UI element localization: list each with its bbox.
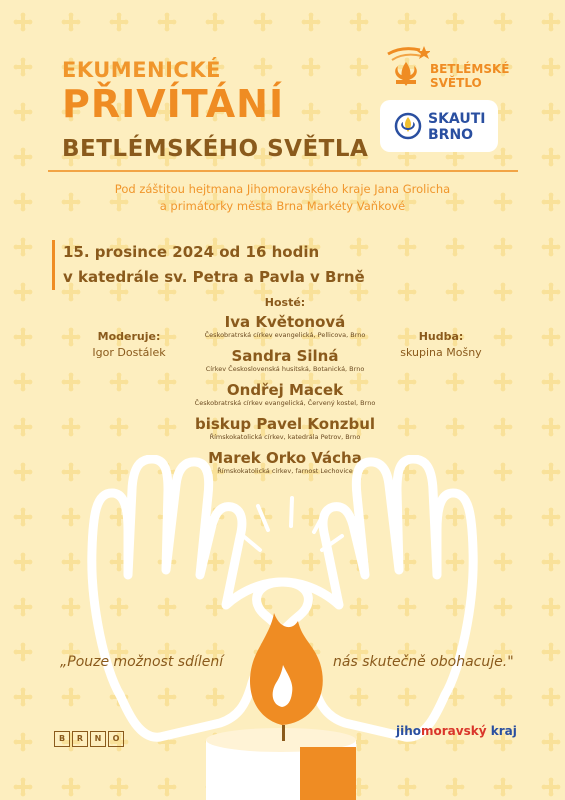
- patronage-line-2: a primátorky města Brna Markéty Vaňkové: [159, 199, 406, 213]
- region-logo-part-1: jiho: [396, 724, 422, 738]
- title-line-3: BETLÉMSKÉHO SVĚTLA: [62, 136, 369, 162]
- guest-name: Ondřej Macek: [226, 381, 344, 399]
- guest-item: [170, 347, 400, 373]
- guest-affiliation: Římskokatolická církev, katedrála Petrov, Brno: [209, 433, 361, 441]
- quote-right: nás skutečně obohacuje.": [333, 654, 514, 670]
- separator-rule: [48, 170, 518, 172]
- title-line-2: PŘIVÍTÁNÍ: [62, 82, 285, 126]
- title-line-1: EKUMENICKÉ: [62, 58, 221, 82]
- guest-affiliation: Římskokatolická církev, farnost Lechovice: [217, 467, 353, 475]
- event-place: v katedrále sv. Petra a Pavla v Brně: [63, 268, 365, 286]
- music-name: skupina Mošny: [400, 346, 482, 359]
- guest-name: biskup Pavel Konzbul: [194, 415, 376, 433]
- brno-letter: O: [108, 731, 124, 747]
- moderator-name: Igor Dostálek: [92, 346, 166, 359]
- betlemske-svetlo-logo: [382, 44, 522, 94]
- moderator-label: Moderuje:: [97, 330, 161, 343]
- guest-item: [170, 415, 400, 441]
- region-logo-part-2: moravský: [421, 724, 487, 738]
- region-logo-part-3: kraj: [486, 724, 517, 738]
- music-label: Hudba:: [418, 330, 464, 343]
- guest-item: [170, 313, 400, 339]
- event-date: 15. prosince 2024 od 16 hodin: [63, 243, 320, 261]
- guests-heading-text: Hosté:: [264, 296, 306, 309]
- fleur-de-lis-icon: [382, 44, 430, 94]
- patronage-line-1: Pod záštitou hejtmana Jihomoravského kraje Jana Grolicha: [114, 182, 451, 196]
- betlemske-logo-line-1: BETLÉMSKÉ: [430, 62, 510, 76]
- guest-affiliation: Českobratrská církev evangelická, Pellicova, Brno: [204, 331, 366, 339]
- guests-heading: [170, 296, 400, 309]
- brno-letter: B: [54, 731, 70, 747]
- guest-affiliation: Církev Československá husitská, Botanická, Brno: [205, 365, 365, 373]
- skauti-brno-logo: [380, 100, 498, 152]
- skauti-logo-line-1: SKAUTI: [428, 111, 486, 127]
- betlemske-logo-line-2: SVĚTLO: [430, 76, 482, 90]
- guest-affiliation: Českobratrská církev evangelická, Červený kostel, Brno: [194, 399, 376, 407]
- brno-letter: N: [90, 731, 106, 747]
- jihomoravsky-kraj-logo: [396, 724, 517, 738]
- candle-icon: [206, 725, 356, 800]
- quote-left: „Pouze možnost sdílení: [60, 654, 224, 670]
- scout-emblem-icon: [394, 112, 422, 140]
- guest-name: Iva Květonová: [224, 313, 346, 331]
- brno-letter: R: [72, 731, 88, 747]
- event-datetime-block: [52, 240, 365, 290]
- guest-name: Sandra Silná: [231, 347, 339, 365]
- flame-icon: [250, 613, 323, 725]
- hands-candle-illustration: [0, 455, 565, 800]
- guest-name: Marek Orko Vácha: [208, 449, 362, 467]
- skauti-logo-line-2: BRNO: [428, 127, 474, 143]
- guest-item: [170, 381, 400, 407]
- brno-logo: [54, 726, 126, 747]
